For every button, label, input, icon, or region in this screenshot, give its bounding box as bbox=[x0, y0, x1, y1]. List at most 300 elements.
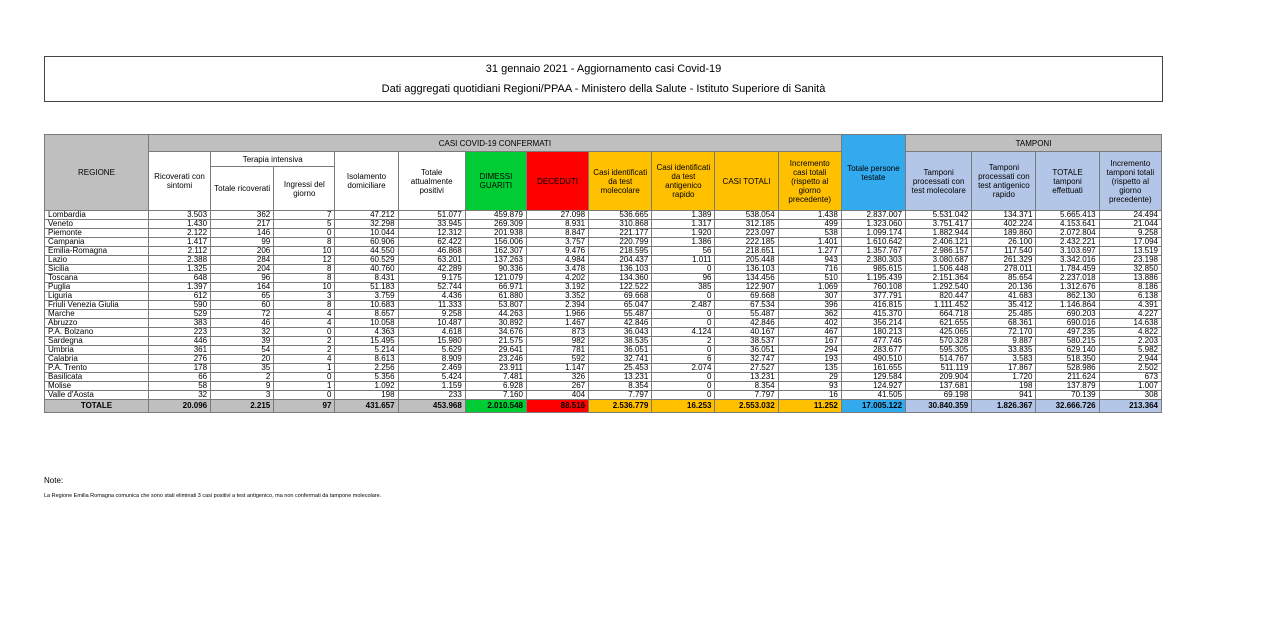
value-cell: 0 bbox=[274, 328, 335, 337]
value-cell: 1.277 bbox=[778, 247, 841, 256]
value-cell: 32.850 bbox=[1099, 265, 1161, 274]
value-cell: 0 bbox=[652, 265, 715, 274]
value-cell: 117.540 bbox=[972, 247, 1036, 256]
value-cell: 27.527 bbox=[715, 364, 778, 373]
col-ingressi: Ingressi del giorno bbox=[274, 167, 335, 211]
value-cell: 0 bbox=[652, 373, 715, 382]
value-cell: 9.476 bbox=[526, 247, 588, 256]
col-casi-totali: CASI TOTALI bbox=[715, 152, 778, 211]
value-cell: 3.192 bbox=[526, 283, 588, 292]
value-cell: 1.011 bbox=[652, 256, 715, 265]
value-cell: 5.531.042 bbox=[906, 211, 972, 220]
value-cell: 62.422 bbox=[398, 238, 465, 247]
value-cell: 612 bbox=[148, 292, 210, 301]
value-cell: 3 bbox=[274, 292, 335, 301]
value-cell: 13.231 bbox=[589, 373, 652, 382]
value-cell: 29 bbox=[778, 373, 841, 382]
value-cell: 10.487 bbox=[398, 319, 465, 328]
value-cell: 385 bbox=[652, 283, 715, 292]
value-cell: 4.227 bbox=[1099, 310, 1161, 319]
value-cell: 44.263 bbox=[465, 310, 526, 319]
value-cell: 2.406.121 bbox=[906, 238, 972, 247]
value-cell: 167 bbox=[778, 337, 841, 346]
total-value-cell: 431.657 bbox=[335, 400, 398, 413]
value-cell: 278.011 bbox=[972, 265, 1036, 274]
value-cell: 467 bbox=[778, 328, 841, 337]
value-cell: 402.224 bbox=[972, 220, 1036, 229]
value-cell: 10.044 bbox=[335, 229, 398, 238]
value-cell: 137.879 bbox=[1036, 382, 1099, 391]
value-cell: 54 bbox=[211, 346, 274, 355]
value-cell: 2.072.804 bbox=[1036, 229, 1099, 238]
value-cell: 15.980 bbox=[398, 337, 465, 346]
value-cell: 7.160 bbox=[465, 391, 526, 400]
value-cell: 592 bbox=[526, 355, 588, 364]
value-cell: 29.641 bbox=[465, 346, 526, 355]
value-cell: 7 bbox=[274, 211, 335, 220]
value-cell: 68.361 bbox=[972, 319, 1036, 328]
value-cell: 1.784.459 bbox=[1036, 265, 1099, 274]
value-cell: 99 bbox=[211, 238, 274, 247]
value-cell: 2.237.018 bbox=[1036, 274, 1099, 283]
value-cell: 56 bbox=[652, 247, 715, 256]
value-cell: 1.312.676 bbox=[1036, 283, 1099, 292]
value-cell: 180.213 bbox=[841, 328, 905, 337]
value-cell: 178 bbox=[148, 364, 210, 373]
value-cell: 459.879 bbox=[465, 211, 526, 220]
value-cell: 3.503 bbox=[148, 211, 210, 220]
value-cell: 261.329 bbox=[972, 256, 1036, 265]
value-cell: 497.235 bbox=[1036, 328, 1099, 337]
value-cell: 136.103 bbox=[715, 265, 778, 274]
region-name-cell: Campania bbox=[45, 238, 149, 247]
report-header bbox=[44, 56, 1163, 102]
value-cell: 32 bbox=[211, 328, 274, 337]
value-cell: 1.111.452 bbox=[906, 301, 972, 310]
value-cell: 60 bbox=[211, 301, 274, 310]
value-cell: 0 bbox=[652, 292, 715, 301]
table-row bbox=[45, 337, 1162, 346]
value-cell: 63.201 bbox=[398, 256, 465, 265]
value-cell: 307 bbox=[778, 292, 841, 301]
value-cell: 32 bbox=[148, 391, 210, 400]
value-cell: 16 bbox=[778, 391, 841, 400]
value-cell: 39 bbox=[211, 337, 274, 346]
value-cell: 218.595 bbox=[589, 247, 652, 256]
value-cell: 3.103.697 bbox=[1036, 247, 1099, 256]
region-name-cell: Emilia-Romagna bbox=[45, 247, 149, 256]
value-cell: 308 bbox=[1099, 391, 1161, 400]
region-name-cell: P.A. Bolzano bbox=[45, 328, 149, 337]
table-row bbox=[45, 247, 1162, 256]
value-cell: 42.846 bbox=[715, 319, 778, 328]
region-name-cell: Toscana bbox=[45, 274, 149, 283]
col-ricoverati: Ricoverati con sintomi bbox=[148, 152, 210, 211]
value-cell: 3 bbox=[211, 391, 274, 400]
value-cell: 51.077 bbox=[398, 211, 465, 220]
value-cell: 135 bbox=[778, 364, 841, 373]
value-cell: 2.502 bbox=[1099, 364, 1161, 373]
value-cell: 1.007 bbox=[1099, 382, 1161, 391]
value-cell: 60.529 bbox=[335, 256, 398, 265]
value-cell: 1.467 bbox=[526, 319, 588, 328]
region-name-cell: Sicilia bbox=[45, 265, 149, 274]
value-cell: 8.847 bbox=[526, 229, 588, 238]
table-row bbox=[45, 373, 1162, 382]
col-persone-testate: Totale persone testate bbox=[841, 135, 905, 211]
value-cell: 204.437 bbox=[589, 256, 652, 265]
value-cell: 1.720 bbox=[972, 373, 1036, 382]
value-cell: 7.797 bbox=[715, 391, 778, 400]
value-cell: 1.292.540 bbox=[906, 283, 972, 292]
value-cell: 9 bbox=[211, 382, 274, 391]
value-cell: 6 bbox=[652, 355, 715, 364]
total-value-cell: 1.826.367 bbox=[972, 400, 1036, 413]
group-tamponi: TAMPONI bbox=[906, 135, 1162, 152]
value-cell: 3.352 bbox=[526, 292, 588, 301]
value-cell: 12 bbox=[274, 256, 335, 265]
col-dimessi: DIMESSI GUARITI bbox=[465, 152, 526, 211]
col-tamponi-antigenico: Tamponi processati con test antigenico rapido bbox=[972, 152, 1036, 211]
col-isolamento: Isolamento domiciliare bbox=[335, 152, 398, 211]
value-cell: 1.323.060 bbox=[841, 220, 905, 229]
value-cell: 4.153.641 bbox=[1036, 220, 1099, 229]
value-cell: 361 bbox=[148, 346, 210, 355]
value-cell: 3.583 bbox=[972, 355, 1036, 364]
value-cell: 205.448 bbox=[715, 256, 778, 265]
value-cell: 220.799 bbox=[589, 238, 652, 247]
value-cell: 1.506.448 bbox=[906, 265, 972, 274]
region-name-cell: Lombardia bbox=[45, 211, 149, 220]
value-cell: 4.202 bbox=[526, 274, 588, 283]
value-cell: 47.212 bbox=[335, 211, 398, 220]
value-cell: 528.986 bbox=[1036, 364, 1099, 373]
value-cell: 0 bbox=[274, 373, 335, 382]
table-row bbox=[45, 283, 1162, 292]
value-cell: 1.401 bbox=[778, 238, 841, 247]
value-cell: 15.495 bbox=[335, 337, 398, 346]
value-cell: 8 bbox=[274, 265, 335, 274]
value-cell: 5.424 bbox=[398, 373, 465, 382]
value-cell: 85.654 bbox=[972, 274, 1036, 283]
value-cell: 2 bbox=[274, 337, 335, 346]
value-cell: 6.928 bbox=[465, 382, 526, 391]
value-cell: 2.380.303 bbox=[841, 256, 905, 265]
value-cell: 873 bbox=[526, 328, 588, 337]
table-row bbox=[45, 328, 1162, 337]
value-cell: 982 bbox=[526, 337, 588, 346]
value-cell: 201.938 bbox=[465, 229, 526, 238]
value-cell: 9.258 bbox=[1099, 229, 1161, 238]
value-cell: 206 bbox=[211, 247, 274, 256]
value-cell: 72 bbox=[211, 310, 274, 319]
value-cell: 7.481 bbox=[465, 373, 526, 382]
col-casi-molecolare: Casi identificati da test molecolare bbox=[589, 152, 652, 211]
value-cell: 2.151.364 bbox=[906, 274, 972, 283]
value-cell: 23.911 bbox=[465, 364, 526, 373]
value-cell: 55.487 bbox=[715, 310, 778, 319]
value-cell: 137.681 bbox=[906, 382, 972, 391]
table-row bbox=[45, 301, 1162, 310]
value-cell: 760.108 bbox=[841, 283, 905, 292]
value-cell: 310.868 bbox=[589, 220, 652, 229]
col-totale-tamponi: TOTALE tamponi effettuati bbox=[1036, 152, 1099, 211]
value-cell: 0 bbox=[274, 229, 335, 238]
value-cell: 34.676 bbox=[465, 328, 526, 337]
value-cell: 402 bbox=[778, 319, 841, 328]
value-cell: 3.751.417 bbox=[906, 220, 972, 229]
value-cell: 162.307 bbox=[465, 247, 526, 256]
value-cell: 25.453 bbox=[589, 364, 652, 373]
value-cell: 536.665 bbox=[589, 211, 652, 220]
value-cell: 415.370 bbox=[841, 310, 905, 319]
value-cell: 23.198 bbox=[1099, 256, 1161, 265]
value-cell: 2.837.007 bbox=[841, 211, 905, 220]
value-cell: 362 bbox=[211, 211, 274, 220]
value-cell: 66.971 bbox=[465, 283, 526, 292]
value-cell: 4.124 bbox=[652, 328, 715, 337]
region-name-cell: Sardegna bbox=[45, 337, 149, 346]
value-cell: 60.906 bbox=[335, 238, 398, 247]
value-cell: 10 bbox=[274, 247, 335, 256]
value-cell: 0 bbox=[652, 382, 715, 391]
total-value-cell: 11.252 bbox=[778, 400, 841, 413]
value-cell: 518.350 bbox=[1036, 355, 1099, 364]
value-cell: 17.867 bbox=[972, 364, 1036, 373]
col-regione: REGIONE bbox=[45, 135, 149, 211]
value-cell: 17.094 bbox=[1099, 238, 1161, 247]
value-cell: 629.140 bbox=[1036, 346, 1099, 355]
value-cell: 4.984 bbox=[526, 256, 588, 265]
value-cell: 122.907 bbox=[715, 283, 778, 292]
report-title: 31 gennaio 2021 - Aggiornamento casi Covid-19 bbox=[485, 63, 722, 75]
value-cell: 36.051 bbox=[715, 346, 778, 355]
table-body bbox=[45, 211, 1162, 413]
region-name-cell: Piemonte bbox=[45, 229, 149, 238]
note-text: La Regione Emilia Romagna comunica che sono stati eliminati 3 casi positivi a test antigenico, ma non confermati da tampone molecolare. bbox=[44, 493, 382, 499]
value-cell: 570.328 bbox=[906, 337, 972, 346]
value-cell: 326 bbox=[526, 373, 588, 382]
total-label-cell: TOTALE bbox=[45, 400, 149, 413]
value-cell: 1.430 bbox=[148, 220, 210, 229]
region-name-cell: Umbria bbox=[45, 346, 149, 355]
value-cell: 425.065 bbox=[906, 328, 972, 337]
value-cell: 2.469 bbox=[398, 364, 465, 373]
value-cell: 2.203 bbox=[1099, 337, 1161, 346]
value-cell: 2.388 bbox=[148, 256, 210, 265]
value-cell: 1.438 bbox=[778, 211, 841, 220]
value-cell: 233 bbox=[398, 391, 465, 400]
value-cell: 4.822 bbox=[1099, 328, 1161, 337]
total-value-cell: 30.840.359 bbox=[906, 400, 972, 413]
region-name-cell: P.A. Trento bbox=[45, 364, 149, 373]
col-casi-antigenico: Casi identificati da test antigenico rapido bbox=[652, 152, 715, 211]
region-name-cell: Abruzzo bbox=[45, 319, 149, 328]
col-incremento-casi: Incremento casi totali (rispetto al giorno precedente) bbox=[778, 152, 841, 211]
value-cell: 8.354 bbox=[715, 382, 778, 391]
value-cell: 283.677 bbox=[841, 346, 905, 355]
value-cell: 8.931 bbox=[526, 220, 588, 229]
value-cell: 4 bbox=[274, 319, 335, 328]
total-value-cell: 453.968 bbox=[398, 400, 465, 413]
value-cell: 52.744 bbox=[398, 283, 465, 292]
value-cell: 223.097 bbox=[715, 229, 778, 238]
value-cell: 36.043 bbox=[589, 328, 652, 337]
value-cell: 404 bbox=[526, 391, 588, 400]
value-cell: 1.417 bbox=[148, 238, 210, 247]
value-cell: 8 bbox=[274, 301, 335, 310]
value-cell: 121.079 bbox=[465, 274, 526, 283]
table-row bbox=[45, 364, 1162, 373]
value-cell: 396 bbox=[778, 301, 841, 310]
value-cell: 42.846 bbox=[589, 319, 652, 328]
value-cell: 5.982 bbox=[1099, 346, 1161, 355]
total-value-cell: 20.096 bbox=[148, 400, 210, 413]
value-cell: 9.258 bbox=[398, 310, 465, 319]
value-cell: 1.325 bbox=[148, 265, 210, 274]
value-cell: 69.198 bbox=[906, 391, 972, 400]
value-cell: 134.360 bbox=[589, 274, 652, 283]
value-cell: 40.167 bbox=[715, 328, 778, 337]
value-cell: 93 bbox=[778, 382, 841, 391]
value-cell: 356.214 bbox=[841, 319, 905, 328]
value-cell: 198 bbox=[972, 382, 1036, 391]
value-cell: 0 bbox=[274, 391, 335, 400]
value-cell: 35 bbox=[211, 364, 274, 373]
value-cell: 5.665.413 bbox=[1036, 211, 1099, 220]
value-cell: 8.186 bbox=[1099, 283, 1161, 292]
value-cell: 20.136 bbox=[972, 283, 1036, 292]
value-cell: 985.615 bbox=[841, 265, 905, 274]
value-cell: 3.759 bbox=[335, 292, 398, 301]
value-cell: 61.880 bbox=[465, 292, 526, 301]
col-incremento-tamponi: Incremento tamponi totali (rispetto al giorno precedente) bbox=[1099, 152, 1161, 211]
value-cell: 3.342.016 bbox=[1036, 256, 1099, 265]
value-cell: 595.305 bbox=[906, 346, 972, 355]
value-cell: 70.139 bbox=[1036, 391, 1099, 400]
value-cell: 10 bbox=[274, 283, 335, 292]
value-cell: 24.494 bbox=[1099, 211, 1161, 220]
value-cell: 9.175 bbox=[398, 274, 465, 283]
value-cell: 53.807 bbox=[465, 301, 526, 310]
value-cell: 14.638 bbox=[1099, 319, 1161, 328]
value-cell: 21.044 bbox=[1099, 220, 1161, 229]
value-cell: 1.357.767 bbox=[841, 247, 905, 256]
value-cell: 1.882.944 bbox=[906, 229, 972, 238]
value-cell: 65.047 bbox=[589, 301, 652, 310]
report-subtitle: Dati aggregati quotidiani Regioni/PPAA - Ministero della Salute - Istituto Superiore di Sanità bbox=[381, 83, 826, 95]
value-cell: 13.519 bbox=[1099, 247, 1161, 256]
value-cell: 8 bbox=[274, 274, 335, 283]
value-cell: 222.185 bbox=[715, 238, 778, 247]
value-cell: 538 bbox=[778, 229, 841, 238]
value-cell: 217 bbox=[211, 220, 274, 229]
value-cell: 1.386 bbox=[652, 238, 715, 247]
value-cell: 11.333 bbox=[398, 301, 465, 310]
value-cell: 7.797 bbox=[589, 391, 652, 400]
value-cell: 1.610.642 bbox=[841, 238, 905, 247]
value-cell: 312.185 bbox=[715, 220, 778, 229]
value-cell: 781 bbox=[526, 346, 588, 355]
total-value-cell: 97 bbox=[274, 400, 335, 413]
value-cell: 621.655 bbox=[906, 319, 972, 328]
value-cell: 477.746 bbox=[841, 337, 905, 346]
value-cell: 32.747 bbox=[715, 355, 778, 364]
value-cell: 12.312 bbox=[398, 229, 465, 238]
value-cell: 1.317 bbox=[652, 220, 715, 229]
value-cell: 44.550 bbox=[335, 247, 398, 256]
value-cell: 269.309 bbox=[465, 220, 526, 229]
value-cell: 32.741 bbox=[589, 355, 652, 364]
value-cell: 590 bbox=[148, 301, 210, 310]
total-value-cell: 17.005.122 bbox=[841, 400, 905, 413]
value-cell: 66 bbox=[148, 373, 210, 382]
value-cell: 30.892 bbox=[465, 319, 526, 328]
total-value-cell: 2.215 bbox=[211, 400, 274, 413]
value-cell: 10.058 bbox=[335, 319, 398, 328]
table-row bbox=[45, 265, 1162, 274]
value-cell: 941 bbox=[972, 391, 1036, 400]
value-cell: 4.391 bbox=[1099, 301, 1161, 310]
table-row bbox=[45, 238, 1162, 247]
value-cell: 46 bbox=[211, 319, 274, 328]
value-cell: 5 bbox=[274, 220, 335, 229]
value-cell: 5.214 bbox=[335, 346, 398, 355]
region-name-cell: Marche bbox=[45, 310, 149, 319]
value-cell: 25.485 bbox=[972, 310, 1036, 319]
group-casi-confermati: CASI COVID-19 CONFERMATI bbox=[148, 135, 841, 152]
value-cell: 27.098 bbox=[526, 211, 588, 220]
table-row bbox=[45, 292, 1162, 301]
value-cell: 129.584 bbox=[841, 373, 905, 382]
region-name-cell: Puglia bbox=[45, 283, 149, 292]
value-cell: 2.074 bbox=[652, 364, 715, 373]
value-cell: 13.231 bbox=[715, 373, 778, 382]
value-cell: 499 bbox=[778, 220, 841, 229]
value-cell: 40.760 bbox=[335, 265, 398, 274]
value-cell: 122.522 bbox=[589, 283, 652, 292]
value-cell: 20 bbox=[211, 355, 274, 364]
value-cell: 58 bbox=[148, 382, 210, 391]
value-cell: 38.537 bbox=[715, 337, 778, 346]
value-cell: 2.487 bbox=[652, 301, 715, 310]
value-cell: 1.195.439 bbox=[841, 274, 905, 283]
total-row bbox=[45, 400, 1162, 413]
value-cell: 648 bbox=[148, 274, 210, 283]
region-name-cell: Veneto bbox=[45, 220, 149, 229]
value-cell: 862.130 bbox=[1036, 292, 1099, 301]
total-value-cell: 16.253 bbox=[652, 400, 715, 413]
region-name-cell: Friuli Venezia Giulia bbox=[45, 301, 149, 310]
value-cell: 362 bbox=[778, 310, 841, 319]
value-cell: 55.487 bbox=[589, 310, 652, 319]
value-cell: 124.927 bbox=[841, 382, 905, 391]
value-cell: 0 bbox=[652, 310, 715, 319]
value-cell: 67.534 bbox=[715, 301, 778, 310]
value-cell: 690.016 bbox=[1036, 319, 1099, 328]
region-name-cell: Molise bbox=[45, 382, 149, 391]
col-totale-positivi: Totale attualmente positivi bbox=[398, 152, 465, 211]
table-row bbox=[45, 319, 1162, 328]
region-name-cell: Basilicata bbox=[45, 373, 149, 382]
value-cell: 26.100 bbox=[972, 238, 1036, 247]
value-cell: 943 bbox=[778, 256, 841, 265]
value-cell: 8 bbox=[274, 238, 335, 247]
value-cell: 511.119 bbox=[906, 364, 972, 373]
value-cell: 218.651 bbox=[715, 247, 778, 256]
col-deceduti: DECEDUTI bbox=[526, 152, 588, 211]
value-cell: 267 bbox=[526, 382, 588, 391]
